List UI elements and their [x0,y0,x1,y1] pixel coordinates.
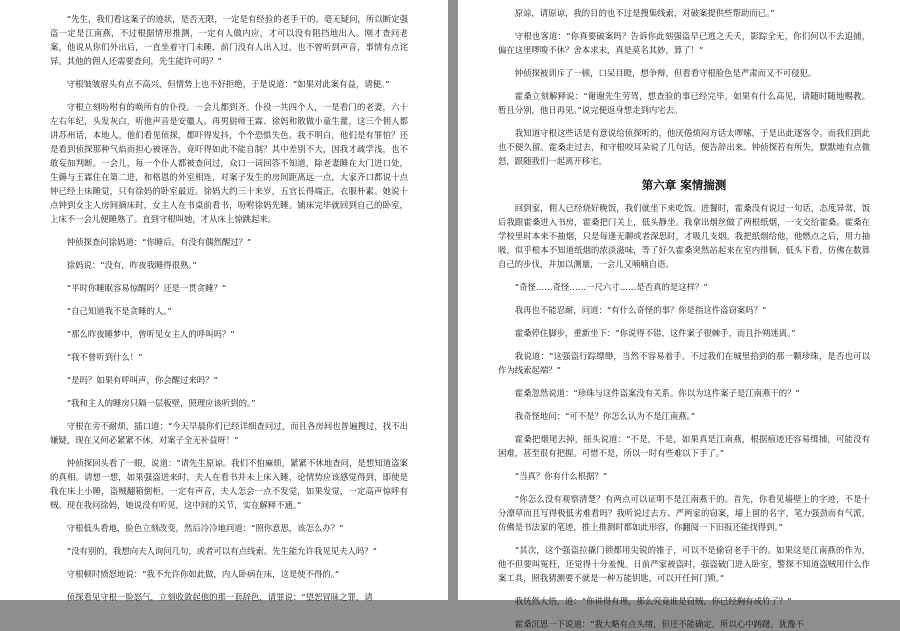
paragraph: 侦探看见守根一脸怒气，立刻收敛起他的那一套辞色，请罪说：“望恕冒昧之罪，请 [66,592,373,602]
paragraph: 守根在旁不耐烦，插口道：“今天早晨你们已经详细查问过，而且各房间也普遍搜过，找不出嫌疑，现在又何必紧紧不休，对案子全无补益呀！” [50,421,408,445]
paragraph: 霍桑立刻解释说：“谢谢先生劳驾，想查验的事已经完毕，如果有什么高见，请随时随地赐教。暂且分别，他日再见。”说完便返身想走到内宅去。 [498,91,870,115]
paragraph: 钟侦探被训斥了一顿，口呆目瞪，想争辩，但看看守根脸色是严肃而又不可侵犯。 [514,68,817,78]
paragraph: 钟侦探回头看了一眼，说道：“请先生原谅。我们不怕麻烦，紧紧不休地查问，是想知道盗案的真相。请想一想，如果强盗进来时，夫人在看书并未上床入睡，论情势应该感觉得到，即使是我在床上小睡，盗贼翻箱倒柜，一定有声音，夫人怎会一点不发觉，如果发觉，一定高声惊呼有贼。现在我问徐妈，她说没有听见，这中间的关节，实在解释不通。” [50,458,408,510]
paragraph: 霍桑把烟尾去掉，摇头说道：“不是，不是，如果真是江南燕，根据痕迹还容易缉捕，可能没有困难，甚至很有把握。可惜不是，所以一时有些难以下手了。” [498,434,870,458]
paragraph: “是吗？如果有呼叫声，你会醒过来吗？” [66,375,218,385]
paragraph: 我知道守根这些话是有意说给侦探听的，他厌倦烦闷方话太啰嗦，于是出此逐客令。而我们到此也不便久留。霍桑走过去，和守根咬耳朵说了几句话，便告辞出来。钟侦探若有所失，默默地有点微怒，跟随我们一起离开移宅。 [498,128,870,166]
paragraph: “自己知道我不是贪睡的人。” [66,306,172,316]
paragraph: 霍桑忽然说道：“珍珠与这件盗案没有关系。你以为这件案子是江南燕干的？” [514,388,800,398]
paragraph: “当真？你有什么根据？” [514,471,608,481]
paragraph: 我奇怪地问：“可不是？你怎么认为不是江南燕。” [514,411,696,421]
paragraph: 守根立刻吩咐有的唤所有的仆役。一会儿都到齐。仆役一共四个人，一是看门的老妻，六十左右年纪，头发灰白，听他声音是安徽人。再男厨师王霖、徐妈和散做小童生藿，这三个佣人都讲苏州话，本地人。他们看见侦探，都吓得发抖，个个恐惧失色。我不明白，他们是有罪怕？还是看到侦探那种气焰而担心被诬告，竟吓得如此不能自制？其中差别不大，因我才疏学浅，也不敢妄加判断。一会儿，每一个仆人都被查问过，众口一词回答不知道，除老妻睡在大门进口处，生薅与王霖住在第二进，和格恩的外室相连，对案子发生的房间距离远一点，大家齐口都说十点钟已经上床睡觉，只有徐妈的卧室最近。徐妈大约三十来岁，五官长得端正，衣服朴素。她说十点钟到女主人房间摘床时，女主人在书桌前看书，吩咐徐妈先睡。铺床完毕就回到自己的卧室，上床不一会儿便睡熟了。直到守根叫她，才从床上惊跳起来。 [50,102,408,224]
paragraph: 回到家，佣人已经烧好晚饭，我们就坐下来吃饭。进餐时，霍桑没有说过一句话，态度异常，饭后我跟霍桑进入书房，霍桑把门关上，低头静坐。我拿出烟丝做了两根纸烟，一支交给霍桑。霍桑在学校里时本来不抽烟，只是每逢无聊或者深思时，才吸几支烟。我把纸烟给他，他燃点之后，用力抽吸，似乎根本不知道纸烟的浓淡滋味，等了好久霍桑突然站起来在室内徘徊，低头下看，仿佛在数算自己的步伐，并加以测量，一会儿又喃喃自语。 [498,203,870,269]
paragraph: 原谅，请原谅，我的目的也不过是搜集线索，对破案提供些帮助而已。” [514,8,775,18]
paragraph: “没有别的，我想向夫人询问几句，或者可以有点线索。先生能允许我见见夫人吗？” [66,546,377,556]
paragraph: 守根皱皱眉头有点不高兴，但情势上也不好拒绝，于是说道：“如果对此案有益，请便。” [66,79,390,89]
paragraph: “你怎么没有观察清楚？有两点可以证明不是江南燕干的。首先，你看见墙壁上的字迹，不是十分潦草而且写得极低劣难看吗？我听说过去方、严两家的窃案，墙上留的名字，笔力强劲而有气派，仿佛是书法家的笔迹，推上推测时都如此形容，你翻阅一下旧报还能找得到。” [498,494,870,532]
paragraph: 霍桑停住脚步，重新坐下：“你说得不错，这件案子很棘手，而且扑朔迷离。” [514,328,796,338]
paragraph: “奇怪……奇怪……一尺六寸……是否真的是这样？” [514,282,708,292]
paragraph: “那么昨夜睡梦中，曾听见女主人的呼叫吗？” [66,329,235,339]
right-page [458,0,900,629]
paragraph: “我不曾听到什么！” [66,352,143,362]
paragraph: 钟侦探查问徐妈道：“你睡后，有没有偶然醒过？” [66,237,252,247]
paragraph: “我和主人的睡房只隔一层板壁，照理应该听到的。” [66,398,256,408]
paragraph: 守根也客道：“你真要破案吗？告诉你此刻强盗早已逃之夭夭，影踪全无，你们何以不去追捕，偏在这里啰唆不休？舍本求末，真是莫名其妙，算了！” [498,31,870,55]
paragraph: “其次，这个强盗拉撬门锁都用尖锐的锥子，可以不是偷窃老手干的。如果这是江南燕的作为，他不但要叫冤枉，还觉得十分羞愧。日前严家被盗时，强盗破门进入卧室，警探不知道盗贼用什么作案工具，照我猜测要不就是一种万能钥匙，可以开任何门锁。” [498,545,870,583]
paragraph: 霍桑沉思一下说道：“我大略有点头绪，但还不能确定，所以心中踌躇，犹豫不 [514,619,804,629]
page-divider [448,0,458,600]
chapter-title: 第六章 案情揣测 [641,178,727,192]
paragraph: “先生，我们看这案子的迹状，是否无限，一定是有经验的老手干的。毫无疑问，所以断定强盗一定是江南燕，不过根据情形推测，一定有人做内应，才可以没有阻挡地出入。刚才查问老案，他说从你们外出后，一直坐着守门未睡，前门没有人出入过，也不曾听到声音，事情有点诧异。其他的佣人还需要查问，先生能许可吗？” [50,14,408,66]
paragraph: 我恍然大悟，道：“你讲得有理，那么究竟谁是窃贼，你已经胸有成竹了？” [514,596,792,606]
paragraph: 守根顿时愤怒地说：“我不允许你如此做，内人卧病在床，这是使不得的。” [66,569,340,579]
paragraph: 我再也不能忍耐，问道：“有什么奇怪的事？你是指这件盗窃案吗？” [514,305,767,315]
left-page [0,0,448,600]
paragraph: “平时你睡眠容易惊醒吗？还是一贯贪睡？” [66,283,227,293]
paragraph: 我说道：“这强盗行踪缥缈，当然不容易着手。不过我们在城里拾到的那一颗珍珠，是否也可以作为线索起端？” [498,351,870,375]
paragraph: 徐妈说：“没有，昨夜我睡得很熟。” [66,260,197,270]
paragraph: 守根低头看地，脸色立刻改变，然后冷冷地问道：“照你意思，该怎么办？” [66,523,344,533]
